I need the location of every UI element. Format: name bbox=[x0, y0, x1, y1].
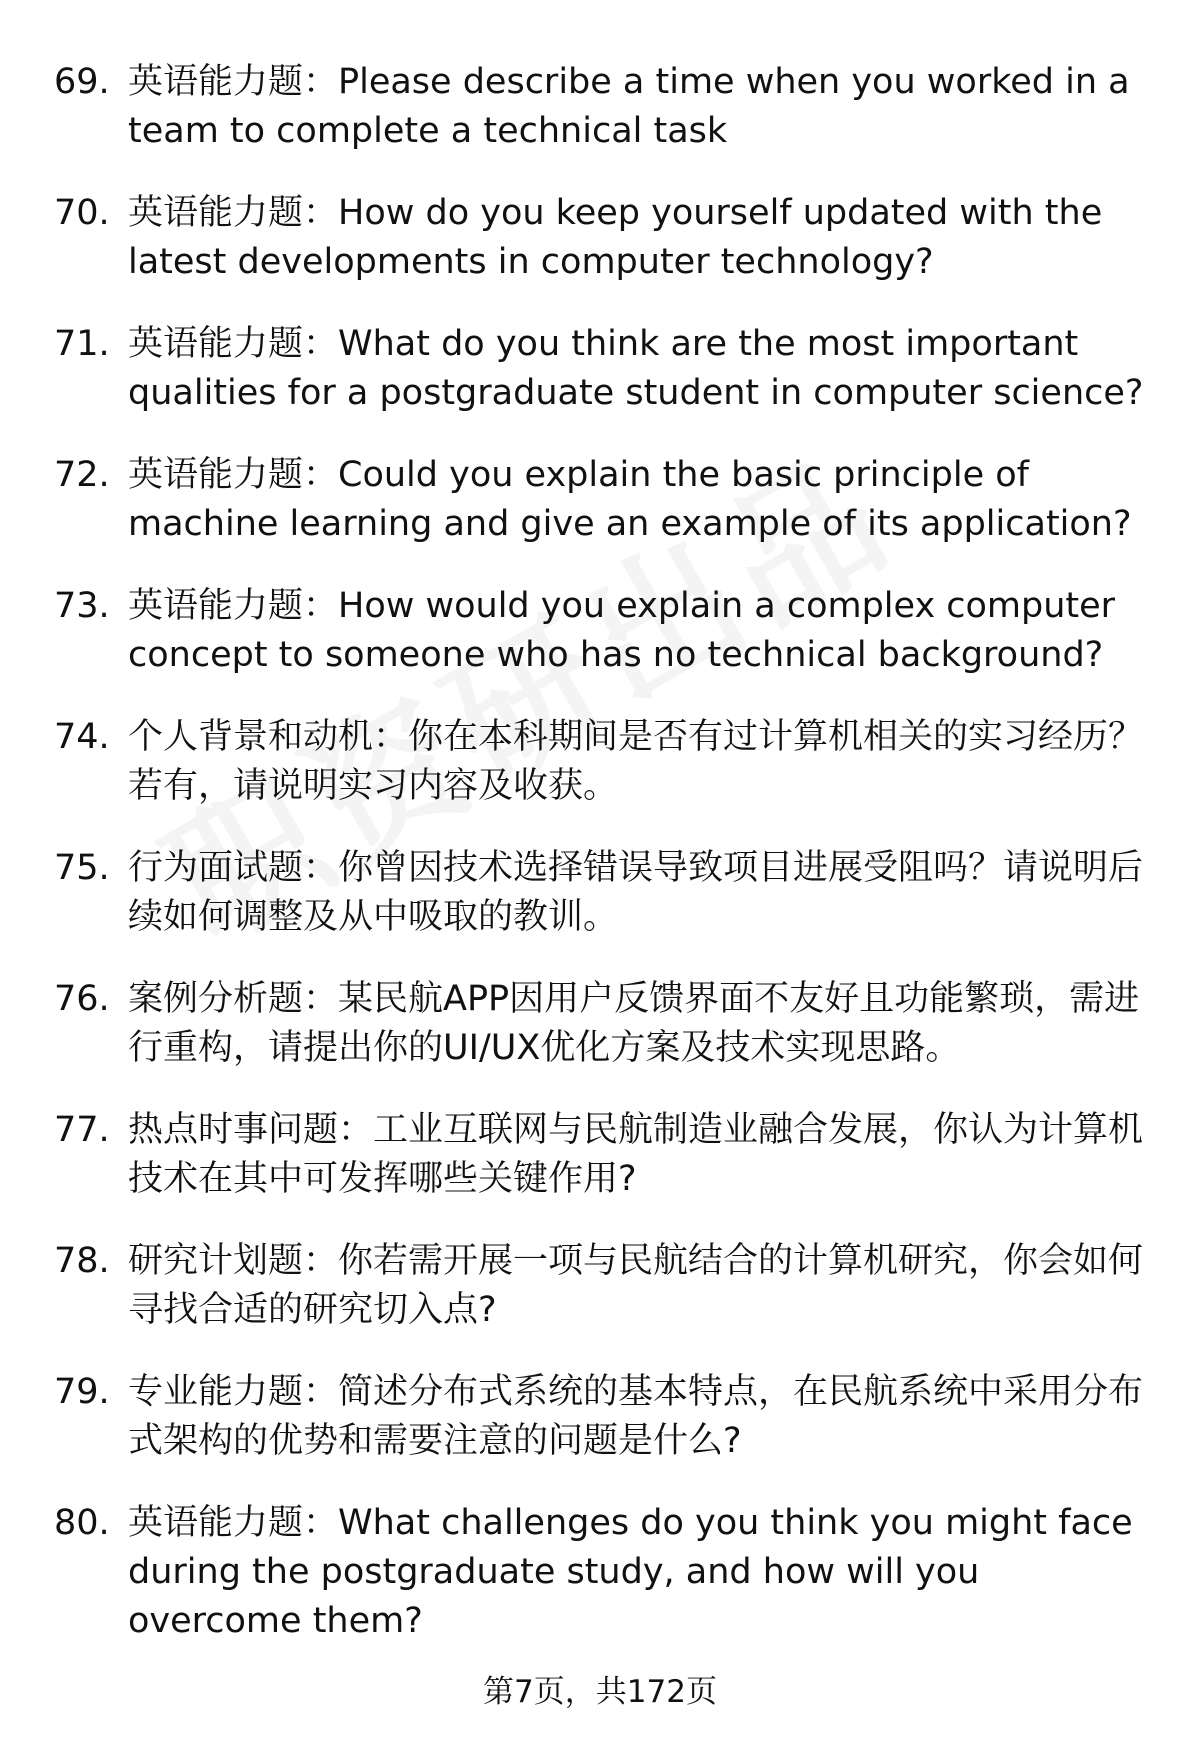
question-text: 研究计划题：你若需开展一项与民航结合的计算机研究，你会如何寻找合适的研究切入点? bbox=[128, 1241, 1144, 1330]
question-number: 73. bbox=[54, 586, 110, 626]
question-item bbox=[0, 58, 1200, 156]
question-number: 72. bbox=[54, 455, 110, 495]
question-text: 行为面试题：你曾因技术选择错误导致项目进展受阻吗？请说明后续如何调整及从中吸取的教训。 bbox=[128, 848, 1144, 937]
question-text: 英语能力题：Please describe a time when you worked in a team to complete a technical task bbox=[128, 62, 1130, 151]
question-text: 专业能力题：简述分布式系统的基本特点，在民航系统中采用分布式架构的优势和需要注意的问题是什么? bbox=[128, 1372, 1144, 1461]
question-text: 英语能力题：Could you explain the basic principle of machine learning and give an example of its application? bbox=[128, 455, 1132, 544]
question-text: 英语能力题：How do you keep yourself updated with the latest developments in computer technology? bbox=[128, 193, 1103, 282]
question-number: 80. bbox=[54, 1503, 110, 1543]
question-item bbox=[0, 582, 1200, 680]
question-number: 78. bbox=[54, 1241, 110, 1281]
question-item bbox=[0, 189, 1200, 287]
question-item bbox=[0, 1106, 1200, 1204]
question-text: 热点时事问题：工业互联网与民航制造业融合发展，你认为计算机技术在其中可发挥哪些关键作用? bbox=[128, 1110, 1144, 1199]
question-text: 英语能力题：How would you explain a complex computer concept to someone who has no technical background? bbox=[128, 586, 1116, 675]
question-text: 案例分析题：某民航APP因用户反馈界面不友好且功能繁琐，需进行重构，请提出你的UI/UX优化方案及技术实现思路。 bbox=[128, 979, 1140, 1068]
question-number: 77. bbox=[54, 1110, 110, 1150]
question-number: 71. bbox=[54, 324, 110, 364]
question-item bbox=[0, 451, 1200, 549]
question-item bbox=[0, 320, 1200, 418]
question-number: 75. bbox=[54, 848, 110, 888]
question-number: 69. bbox=[54, 62, 110, 102]
question-item bbox=[0, 975, 1200, 1073]
question-text: 英语能力题：What do you think are the most important qualities for a postgraduate student in computer science? bbox=[128, 324, 1144, 413]
question-item bbox=[0, 1237, 1200, 1335]
question-item bbox=[0, 713, 1200, 811]
question-number: 74. bbox=[54, 717, 110, 757]
question-item bbox=[0, 1368, 1200, 1466]
question-text: 个人背景和动机：你在本科期间是否有过计算机相关的实习经历？若有，请说明实习内容及收获。 bbox=[128, 717, 1144, 806]
question-text: 英语能力题：What challenges do you think you might face during the postgraduate study, and how will you overcome them? bbox=[128, 1503, 1133, 1641]
question-number: 79. bbox=[54, 1372, 110, 1412]
question-list bbox=[0, 58, 1200, 1679]
question-item bbox=[0, 1499, 1200, 1646]
question-number: 76. bbox=[54, 979, 110, 1019]
page-footer: 第7页，共172页 bbox=[483, 1674, 717, 1710]
question-item bbox=[0, 844, 1200, 942]
question-number: 70. bbox=[54, 193, 110, 233]
